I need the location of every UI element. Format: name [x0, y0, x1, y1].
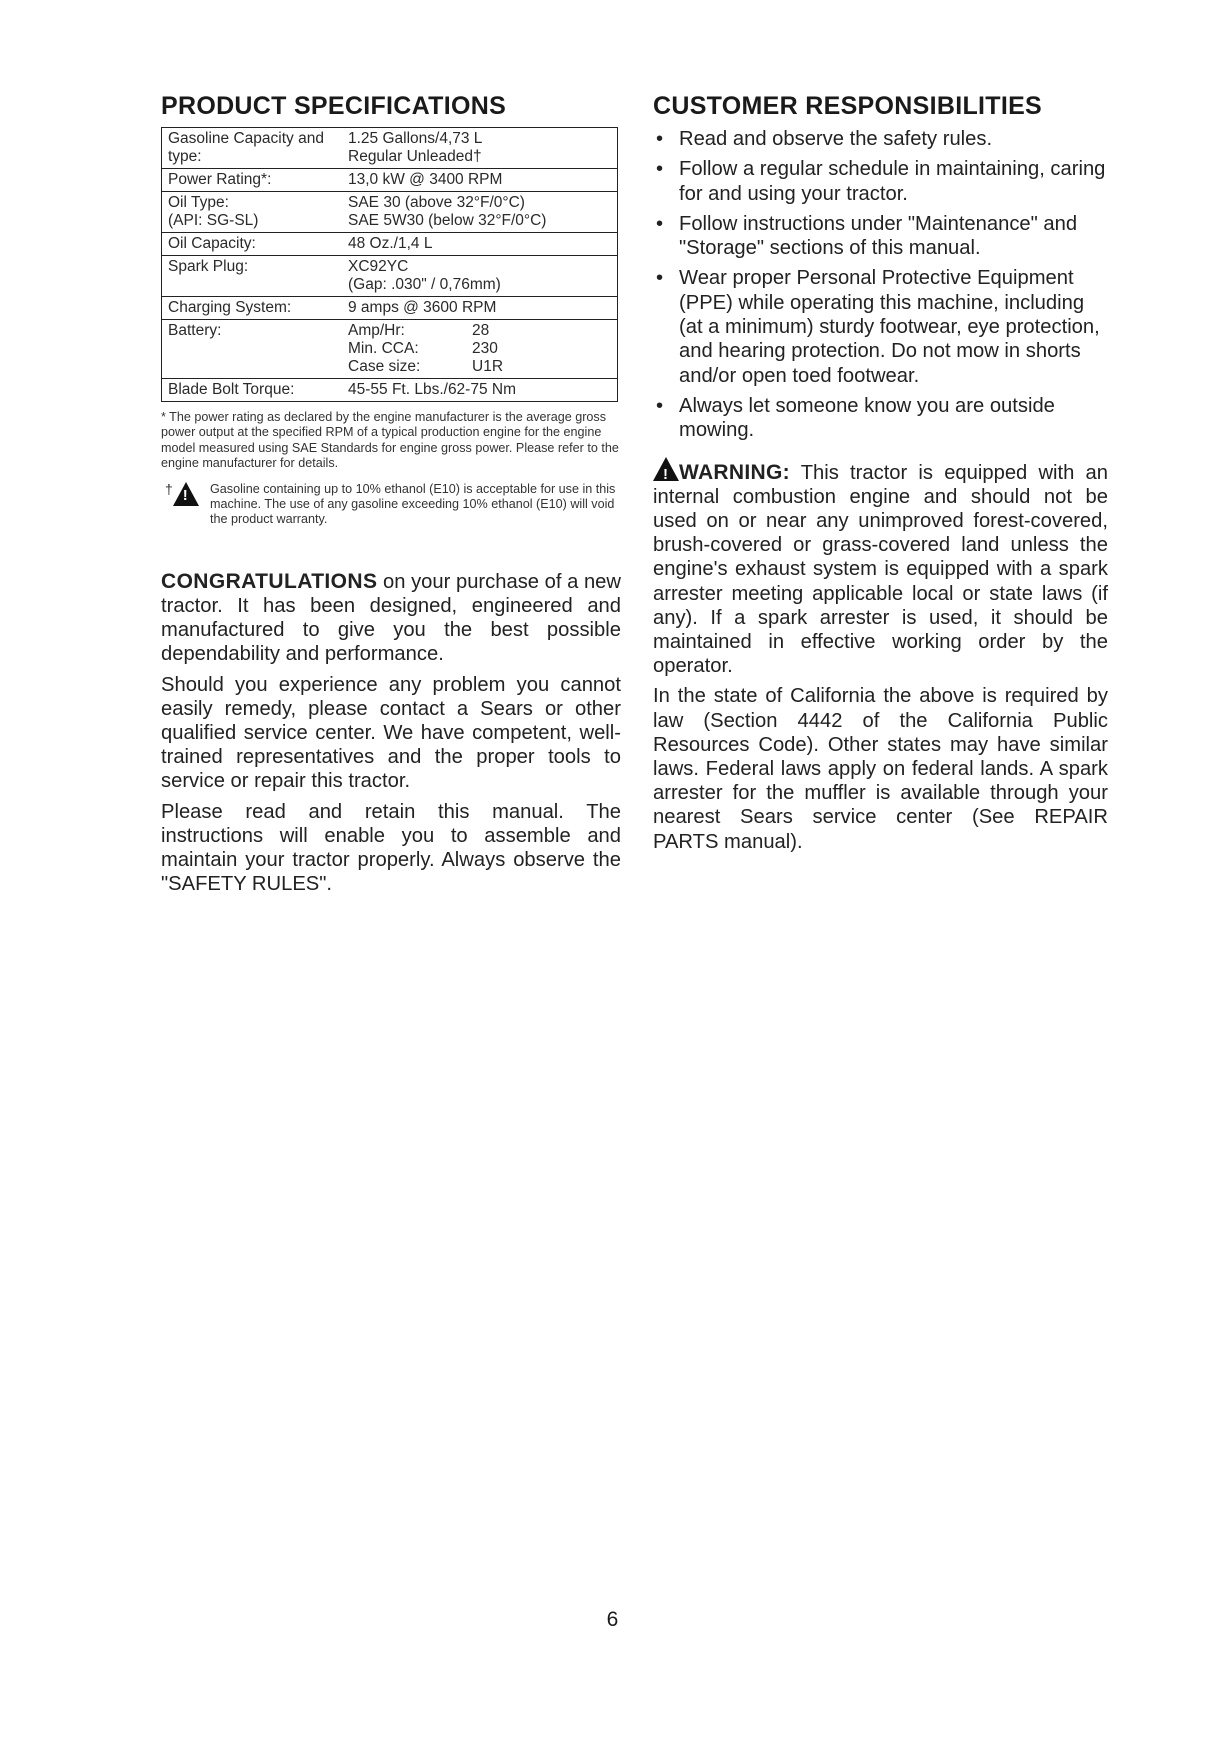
warning-text: This tractor is equipped with an internal combustion engine and should not be used on or near any unimproved forest-covered, brush-covered or grass-covered land unless the engine's exhaust system is equipped with a spark arrester meeting applicable local or state laws (if any). If a spark arrester is used, it should be maintained in effective working order by the operator. — [653, 461, 1108, 678]
spec-value-battery — [342, 320, 618, 379]
dagger-mark: † — [165, 480, 173, 497]
spec-row-charging — [162, 297, 618, 320]
warning-triangle-icon — [173, 482, 199, 506]
spec-label: Blade Bolt Torque: — [168, 381, 295, 398]
congratulations-paragraph-2: Should you experience any problem you cannot easily remedy, please contact a Sears or other qualified service center. We have competent, well-trained representatives and the proper tools to service or repair this tractor. — [161, 673, 621, 793]
spec-value: XC92YC (Gap: .030" / 0,76mm) — [348, 258, 501, 293]
spec-value: 13,0 kW @ 3400 RPM — [348, 171, 503, 188]
california-paragraph: In the state of California the above is required by law (Section 4442 of the California Public Resources Code). Other states may have similar laws. Federal laws apply on federal lands. A spark arrester for the muffler is available through your nearest Sears service center (See REPAIR PARTS manual). — [653, 685, 1108, 853]
spec-value: 1.25 Gallons/4,73 L Regular Unleaded† — [348, 130, 483, 165]
battery-case-label: Case size: — [348, 358, 421, 375]
spec-row-oil-type — [162, 192, 618, 233]
spec-label: Oil Type: (API: SG-SL) — [168, 194, 259, 229]
responsibilities-title: CUSTOMER RESPONSIBILITIES — [653, 92, 1043, 120]
battery-case-value: U1R — [472, 358, 504, 375]
spec-row-battery — [162, 320, 618, 379]
footnote-fuel-marker — [165, 482, 199, 506]
spec-value: 9 amps @ 3600 RPM — [348, 299, 497, 316]
battery-amp-value: 28 — [472, 322, 490, 339]
spec-label: Charging System: — [168, 299, 292, 316]
warning-paragraph — [653, 457, 1108, 679]
warning-triangle-icon — [653, 457, 679, 481]
spec-label: Gasoline Capacity and type: — [168, 130, 324, 165]
congratulations-paragraph-1 — [161, 570, 621, 667]
spec-row-power — [162, 169, 618, 192]
responsibilities-list — [653, 127, 1108, 443]
spec-label: Oil Capacity: — [168, 235, 256, 252]
footnote-fuel — [161, 482, 621, 528]
footnote-fuel-text: Gasoline containing up to 10% ethanol (E10) is acceptable for use in this machine. The use of any gasoline exceeding 10% ethanol (E10) will void the product warranty. — [210, 481, 616, 527]
spec-row-spark-plug — [162, 256, 618, 297]
congratulations-heading: CONGRATULATIONS — [161, 569, 378, 593]
spec-value: 45-55 Ft. Lbs./62-75 Nm — [348, 381, 516, 398]
spec-label: Power Rating*: — [168, 171, 272, 188]
left-column — [161, 92, 621, 902]
spec-value: 48 Oz./1,4 L — [348, 235, 433, 252]
specs-table — [161, 127, 618, 402]
battery-cca-value: 230 — [472, 340, 498, 357]
battery-amp-label: Amp/Hr: — [348, 322, 405, 339]
congratulations-text: on your purchase of a new tractor. It has been designed, engineered and manufactured to give you the best possible dependability and performance. — [161, 570, 621, 666]
specs-title: PRODUCT SPECIFICATIONS — [161, 92, 507, 120]
congratulations-paragraph-3: Please read and retain this manual. The instructions will enable you to assemble and maintain your tractor properly. Always observe the "SAFETY RULES". — [161, 800, 621, 896]
warning-heading: WARNING: — [679, 460, 790, 484]
spec-label: Battery: — [168, 322, 222, 339]
page-number: 6 — [606, 1608, 619, 1631]
list-item: • Follow instructions under "Maintenance" and "Storage" sections of this manual. — [653, 212, 1108, 261]
list-item: • Wear proper Personal Protective Equipment (PPE) while operating this machine, including (at a minimum) sturdy footwear, eye protection, and hearing protection. Do not mow in shorts and/or open toed footwear. — [653, 266, 1108, 387]
battery-cca-label: Min. CCA: — [348, 340, 419, 357]
spec-label: Spark Plug: — [168, 258, 249, 275]
congratulations-section — [161, 570, 621, 897]
spec-row-blade-torque — [162, 379, 618, 402]
list-item: • Read and observe the safety rules. — [653, 127, 1108, 151]
right-column — [653, 92, 1108, 860]
spec-value: SAE 30 (above 32°F/0°C) SAE 5W30 (below 32°F/0°C) — [348, 194, 547, 229]
list-item: • Always let someone know you are outside mowing. — [653, 394, 1108, 443]
list-item: • Follow a regular schedule in maintaining, caring for and using your tractor. — [653, 157, 1108, 206]
footnote-power-rating: * The power rating as declared by the engine manufacturer is the average gross power output at the specified RPM of a typical production engine for the engine model measured using SAE Standards for engine gross power. Please refer to the engine manufacturer for details. — [161, 410, 619, 471]
spec-row-oil-capacity — [162, 233, 618, 256]
spec-row-gasoline — [162, 128, 618, 169]
